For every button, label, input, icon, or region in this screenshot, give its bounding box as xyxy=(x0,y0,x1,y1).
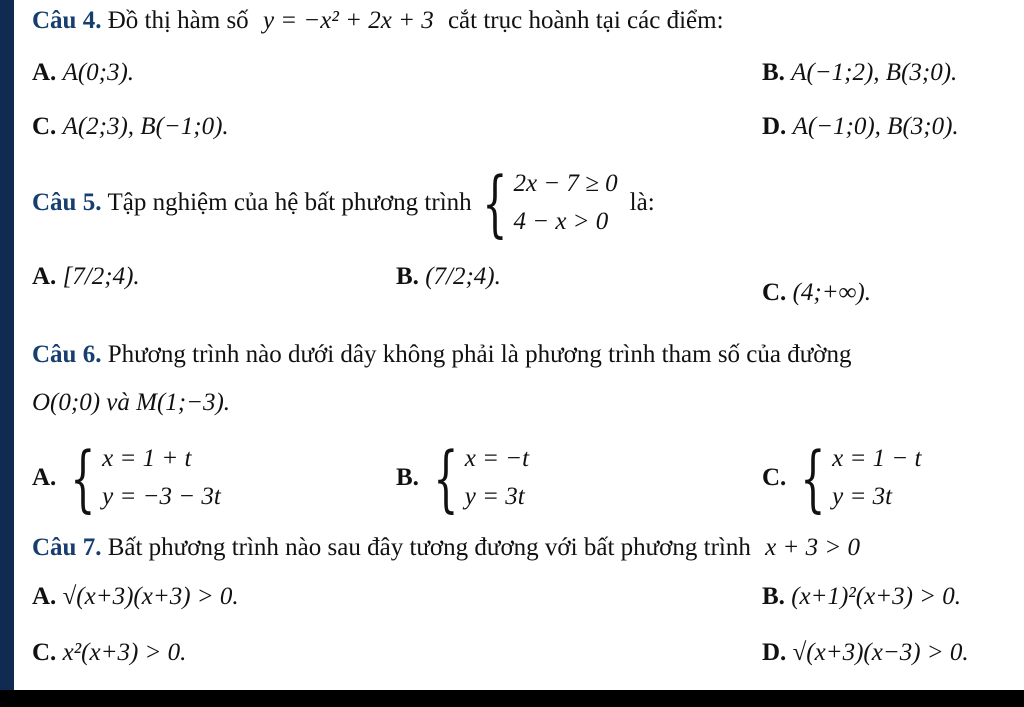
q5-option-c-value: (4;+∞). xyxy=(792,279,871,306)
q7-option-d[interactable]: D. √(x+3)(x−3) > 0. xyxy=(762,639,969,666)
q4-option-b[interactable]: B. A(−1;2), B(3;0). xyxy=(762,59,958,86)
q7-option-c-value: x²(x+3) > 0. xyxy=(62,639,187,666)
q6-line2-text: O(0;0) và M(1;−3). xyxy=(32,389,231,416)
q7-stem xyxy=(32,533,860,563)
q6-option-b[interactable]: B. { x = −t y = 3t xyxy=(396,436,530,520)
bottom-edge-bar xyxy=(0,690,1024,707)
q4-label: Câu 4. xyxy=(32,7,102,34)
q4-option-a-value: A(0;3). xyxy=(62,59,135,86)
q7-option-b-value: (x+1)²(x+3) > 0. xyxy=(791,583,962,610)
q6-option-c-row2: y = 3t xyxy=(832,483,893,510)
q4-text: Đồ thị hàm số xyxy=(107,7,249,34)
q7-option-b[interactable]: B. (x+1)²(x+3) > 0. xyxy=(762,583,962,610)
q5-text: Tập nghiệm của hệ bất phương trình xyxy=(107,189,472,216)
q7-equation: x + 3 > 0 xyxy=(765,534,860,561)
q4-equation: y = −x² + 2x + 3 xyxy=(262,7,434,34)
q5-option-b[interactable]: B. (7/2;4). xyxy=(396,263,501,290)
q7-text: Bất phương trình nào sau đây tương đương với bất phương trình xyxy=(107,534,751,561)
q4-option-a[interactable]: A. A(0;3). xyxy=(32,59,135,86)
q6-option-c-row1: x = 1 − t xyxy=(832,445,922,472)
q6-line2 xyxy=(32,388,230,418)
q7-option-c[interactable]: C. x²(x+3) > 0. xyxy=(32,639,187,666)
q5-option-a[interactable]: A. [7/2;4). xyxy=(32,263,140,290)
q4-option-b-value: A(−1;2), B(3;0). xyxy=(791,59,958,86)
q6-label: Câu 6. xyxy=(32,341,102,368)
q6-option-b-row2: y = 3t xyxy=(464,483,525,510)
q6-option-a-row2: y = −3 − 3t xyxy=(102,483,221,510)
q5-system xyxy=(472,161,618,245)
q5-row2: 4 − x > 0 xyxy=(513,208,609,235)
q6-text: Phương trình nào dưới dây không phải là phương trình tham số của đường xyxy=(107,341,852,368)
q5-suffix: là: xyxy=(629,189,655,216)
q4-option-d-value: A(−1;0), B(3;0). xyxy=(792,113,959,140)
q7-option-a-value: √(x+3)(x+3) > 0. xyxy=(62,583,239,610)
q4-option-d[interactable]: D. A(−1;0), B(3;0). xyxy=(762,113,959,140)
q6-option-b-row1: x = −t xyxy=(464,445,530,472)
q5-label: Câu 5. xyxy=(32,189,102,216)
q7-option-a[interactable]: A. √(x+3)(x+3) > 0. xyxy=(32,583,239,610)
q6-stem xyxy=(32,340,852,370)
q5-brace: { xyxy=(481,161,508,245)
q4-suffix: cắt trục hoành tại các điểm: xyxy=(447,7,724,34)
q6-option-a[interactable]: A. { x = 1 + t y = −3 − 3t xyxy=(32,436,221,520)
q5-row1: 2x − 7 ≥ 0 xyxy=(513,170,618,197)
q4-option-c-value: A(2;3), B(−1;0). xyxy=(62,113,229,140)
q4-stem xyxy=(32,6,724,36)
q4-option-c[interactable]: C. A(2;3), B(−1;0). xyxy=(32,113,229,140)
q5-option-a-value: [7/2;4). xyxy=(62,263,140,290)
q5-option-b-value: (7/2;4). xyxy=(425,263,501,290)
left-edge-bar xyxy=(0,0,14,707)
q6-option-c[interactable]: C. { x = 1 − t y = 3t xyxy=(762,436,922,520)
q7-option-d-value: √(x+3)(x−3) > 0. xyxy=(792,639,969,666)
q7-label: Câu 7. xyxy=(32,534,102,561)
q5-option-c[interactable]: C. (4;+∞). xyxy=(762,279,871,306)
q6-option-a-row1: x = 1 + t xyxy=(102,445,192,472)
q5-stem xyxy=(32,158,655,248)
